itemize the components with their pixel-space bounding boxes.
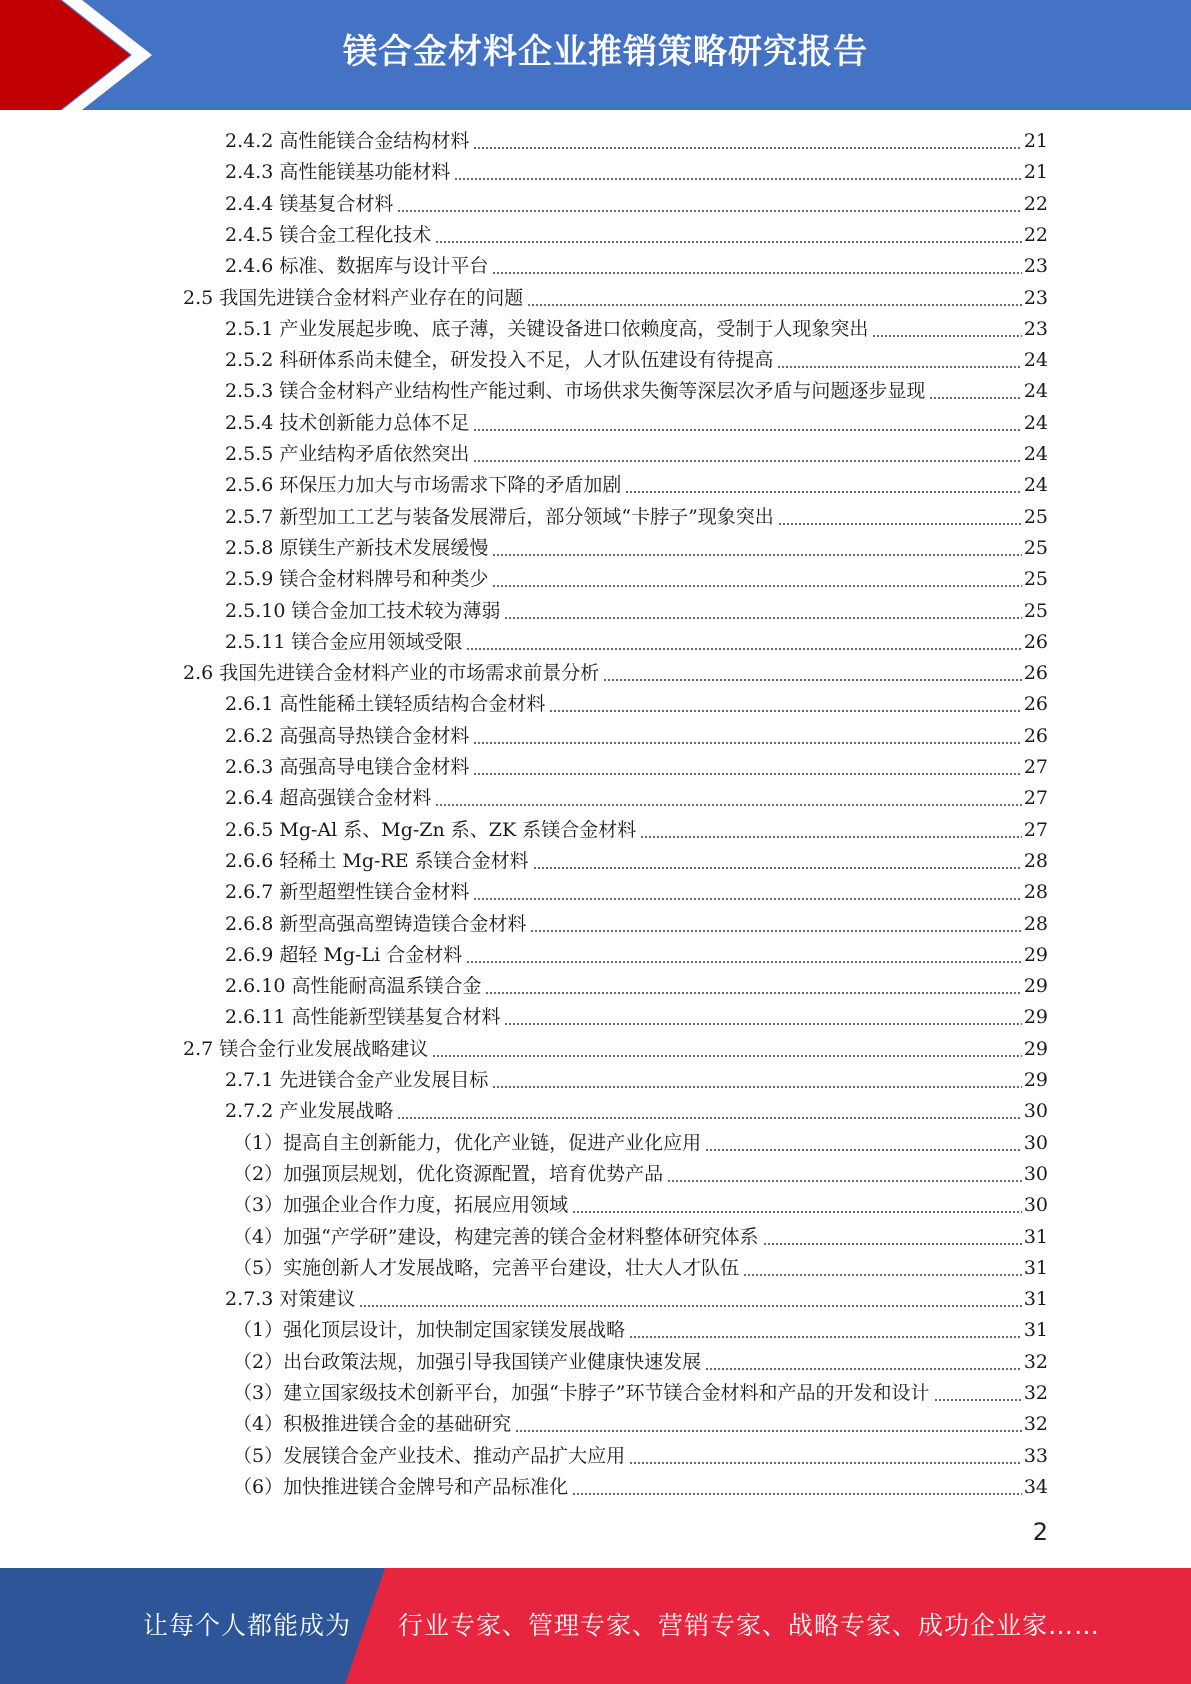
toc-dot-leader [454, 178, 1021, 180]
toc-dot-leader [466, 961, 1022, 963]
toc-entry-page: 23 [1023, 255, 1048, 278]
toc-dot-leader [872, 335, 1021, 337]
toc-dot-leader [473, 898, 1021, 900]
toc-entry[interactable] [233, 1472, 1048, 1503]
toc-entry-page: 30 [1023, 1100, 1048, 1123]
toc-entry-page: 29 [1023, 975, 1048, 998]
toc-dot-leader [473, 742, 1021, 744]
toc-entry[interactable] [183, 283, 1048, 314]
toc-entry-title: 2.5.3 镁合金材料产业结构性产能过剩、市场供求失衡等深层次矛盾与问题逐步显现 [225, 380, 926, 403]
toc-entry-page: 27 [1023, 787, 1048, 810]
toc-dot-leader [466, 648, 1021, 650]
toc-dot-leader [473, 429, 1021, 431]
toc-entry-page: 26 [1023, 724, 1048, 747]
toc-entry-page: 22 [1023, 223, 1048, 246]
toc-entry-title: （1）强化顶层设计，加快制定国家镁发展战略 [233, 1319, 626, 1342]
toc-entry-page: 30 [1023, 1131, 1048, 1154]
toc-dot-leader [549, 710, 1021, 712]
toc-entry-page: 24 [1023, 474, 1048, 497]
toc-dot-leader [533, 867, 1022, 869]
toc-entry-title: （1）提高自主创新能力，优化产业链，促进产业化应用 [233, 1131, 702, 1154]
toc-entry-title: 2.7.3 对策建议 [225, 1288, 356, 1311]
page-number: 2 [1032, 1518, 1048, 1546]
toc-entry-page: 34 [1023, 1475, 1048, 1498]
report-title: 镁合金材料企业推销策略研究报告 [343, 32, 868, 72]
toc-dot-leader [397, 1117, 1021, 1119]
toc-entry-page: 27 [1023, 756, 1048, 778]
toc-entry-title: 2.6.4 超高强镁合金材料 [225, 787, 432, 810]
toc-entry-page: 21 [1023, 130, 1048, 152]
report-header [0, 0, 1191, 110]
toc-dot-leader [473, 147, 1021, 149]
toc-entry-title: 2.6.5 Mg-Al 系、Mg-Zn 系、ZK 系镁合金材料 [225, 818, 637, 841]
toc-entry[interactable] [225, 1065, 1048, 1096]
toc-entry[interactable] [225, 126, 1048, 157]
toc-entry[interactable] [225, 533, 1048, 564]
toc-entry[interactable] [225, 721, 1048, 752]
toc-entry-title: 2.6 我国先进镁合金材料产业的市场需求前景分析 [183, 662, 600, 685]
toc-entry-title: 2.5.11 镁合金应用领域受限 [225, 630, 463, 653]
toc-entry-page: 25 [1023, 505, 1048, 528]
toc-entry-page: 24 [1023, 443, 1048, 465]
toc-entry-page: 24 [1023, 411, 1048, 434]
toc-entry-page: 29 [1023, 1037, 1048, 1060]
toc-entry[interactable] [233, 1409, 1048, 1440]
toc-entry-title: 2.4.6 标准、数据库与设计平台 [225, 255, 489, 278]
footer-slogan-right: 行业专家、管理专家、营销专家、战略专家、成功企业家…… [398, 1611, 1101, 1640]
toc-entry[interactable] [225, 376, 1048, 407]
toc-entry-page: 31 [1023, 1225, 1048, 1248]
toc-entry[interactable] [225, 1002, 1048, 1033]
toc-dot-leader [777, 366, 1021, 368]
toc-entry[interactable] [225, 189, 1048, 220]
toc-entry-page: 24 [1023, 349, 1048, 372]
toc-dot-leader [435, 241, 1021, 243]
toc-entry-page: 32 [1023, 1350, 1048, 1373]
toc-entry-title: （3）建立国家级技术创新平台，加强“卡脖子”环节镁合金材料和产品的开发和设计 [233, 1382, 930, 1404]
toc-entry-title: （2）加强顶层规划，优化资源配置，培育优势产品 [233, 1162, 664, 1185]
footer-slogan-left: 让每个人都能成为 [143, 1611, 352, 1640]
toc-entry-title: 2.6.2 高强高导热镁合金材料 [225, 724, 470, 747]
toc-entry[interactable] [225, 909, 1048, 940]
toc-dot-leader [705, 1149, 1022, 1151]
toc-entry[interactable] [233, 1441, 1048, 1472]
toc-dot-leader [778, 523, 1022, 525]
toc-dot-leader [492, 585, 1021, 587]
toc-entry-title: 2.7 镁合金行业发展战略建议 [183, 1037, 429, 1060]
toc-entry[interactable] [225, 220, 1048, 251]
toc-dot-leader [492, 272, 1021, 274]
toc-entry-title: 2.6.10 高性能耐高温系镁合金 [225, 975, 482, 998]
toc-entry-page: 21 [1023, 161, 1048, 184]
toc-dot-leader [743, 1274, 1022, 1276]
toc-dot-leader [504, 1023, 1021, 1025]
toc-entry-page: 29 [1023, 1069, 1048, 1091]
toc-dot-leader [485, 992, 1021, 994]
toc-entry-title: 2.4.4 镁基复合材料 [225, 192, 394, 215]
toc-entry-page: 30 [1023, 1162, 1048, 1185]
toc-dot-leader [629, 1462, 1022, 1464]
toc-entry-title: 2.5.4 技术创新能力总体不足 [225, 411, 470, 434]
toc-dot-leader [572, 1211, 1022, 1213]
toc-dot-leader [473, 460, 1021, 462]
toc-entry-title: 2.6.11 高性能新型镁基复合材料 [225, 1006, 501, 1029]
toc-dot-leader [667, 1180, 1022, 1182]
toc-entry-title: 2.6.1 高性能稀土镁轻质结构合金材料 [225, 693, 546, 716]
toc-dot-leader [530, 930, 1021, 932]
toc-entry-page: 28 [1023, 912, 1048, 935]
toc-entry-page: 33 [1023, 1444, 1048, 1467]
toc-entry-title: 2.6.8 新型高强高塑铸造镁合金材料 [225, 912, 527, 935]
toc-entry-title: 2.4.3 高性能镁基功能材料 [225, 161, 451, 184]
toc-entry-title: （6）加快推进镁合金牌号和产品标准化 [233, 1475, 569, 1498]
toc-entry[interactable] [183, 658, 1048, 689]
toc-dot-leader [705, 1368, 1022, 1370]
toc-entry[interactable] [233, 1159, 1048, 1190]
toc-entry[interactable] [225, 689, 1048, 720]
toc-dot-leader [934, 1399, 1022, 1401]
toc-dot-leader [629, 1336, 1022, 1338]
toc-dot-leader [640, 836, 1022, 838]
toc-entry-page: 28 [1023, 849, 1048, 872]
toc-dot-leader [603, 679, 1022, 681]
toc-entry[interactable] [225, 627, 1048, 658]
toc-entry[interactable] [225, 439, 1048, 470]
toc-entry-page: 24 [1023, 380, 1048, 403]
toc-dot-leader [435, 804, 1021, 806]
toc-entry-title: 2.5.5 产业结构矛盾依然突出 [225, 443, 470, 465]
toc-dot-leader [397, 210, 1021, 212]
toc-entry-page: 32 [1023, 1413, 1048, 1436]
toc-entry[interactable] [225, 251, 1048, 282]
toc-entry-page: 25 [1023, 568, 1048, 591]
toc-entry-page: 23 [1023, 317, 1048, 340]
toc-entry[interactable] [225, 783, 1048, 814]
toc-entry-page: 26 [1023, 693, 1048, 716]
toc-entry[interactable] [225, 877, 1048, 908]
toc-entry[interactable] [233, 1253, 1048, 1284]
toc-entry-title: 2.7.2 产业发展战略 [225, 1100, 394, 1123]
report-footer [0, 1568, 1191, 1684]
toc-entry-title: 2.5.7 新型加工工艺与装备发展滞后，部分领域“卡脖子”现象突出 [225, 505, 774, 528]
toc-entry[interactable] [225, 846, 1048, 877]
toc-entry-title: （2）出台政策法规，加强引导我国镁产业健康快速发展 [233, 1350, 702, 1373]
toc-entry-title: 2.6.6 轻稀土 Mg-RE 系镁合金材料 [225, 849, 529, 872]
toc-entry-page: 27 [1023, 818, 1048, 841]
toc-entry-title: （4）加强“产学研”建设，构建完善的镁合金材料整体研究体系 [233, 1225, 759, 1248]
toc-entry-title: （4）积极推进镁合金的基础研究 [233, 1413, 512, 1436]
toc-entry-page: 25 [1023, 599, 1048, 622]
toc-entry-page: 31 [1023, 1256, 1048, 1279]
toc-entry-title: （5）发展镁合金产业技术、推动产品扩大应用 [233, 1444, 626, 1467]
toc-entry-title: 2.5.8 原镁生产新技术发展缓慢 [225, 536, 489, 559]
toc-entry-title: 2.4.5 镁合金工程化技术 [225, 223, 432, 246]
toc-entry-title: 2.6.7 新型超塑性镁合金材料 [225, 881, 470, 904]
toc-entry[interactable] [225, 596, 1048, 627]
toc-entry[interactable] [233, 1222, 1048, 1253]
toc-entry-page: 28 [1023, 881, 1048, 904]
toc-entry[interactable] [225, 345, 1048, 376]
toc-entry-page: 30 [1023, 1194, 1048, 1217]
toc-entry[interactable] [225, 502, 1048, 533]
toc-entry[interactable] [225, 815, 1048, 846]
toc-entry[interactable] [233, 1347, 1048, 1378]
toc-dot-leader [432, 1055, 1022, 1057]
toc-dot-leader [625, 491, 1021, 493]
toc-dot-leader [492, 554, 1021, 556]
toc-entry-title: （5）实施创新人才发展战略，完善平台建设，壮大人才队伍 [233, 1256, 740, 1279]
toc-entry-page: 29 [1023, 1006, 1048, 1029]
toc-entry[interactable] [233, 1190, 1048, 1221]
toc-entry[interactable] [225, 408, 1048, 439]
toc-entry[interactable] [225, 1096, 1048, 1127]
toc-entry-page: 26 [1023, 662, 1048, 685]
toc-entry[interactable] [183, 1034, 1048, 1065]
toc-entry[interactable] [225, 971, 1048, 1002]
toc-entry-page: 22 [1023, 192, 1048, 215]
toc-entry[interactable] [225, 752, 1048, 783]
toc-entry[interactable] [233, 1128, 1048, 1159]
toc-dot-leader [929, 397, 1021, 399]
toc-entry[interactable] [225, 470, 1048, 501]
toc-entry[interactable] [225, 157, 1048, 188]
toc-dot-leader [473, 773, 1021, 775]
toc-dot-leader [527, 304, 1022, 306]
toc-dot-leader [359, 1305, 1021, 1307]
toc-entry-title: 2.5.10 镁合金加工技术较为薄弱 [225, 599, 501, 622]
toc-entry-title: 2.5.9 镁合金材料牌号和种类少 [225, 568, 489, 591]
toc-entry-title: 2.5 我国先进镁合金材料产业存在的问题 [183, 286, 524, 309]
toc-dot-leader [504, 617, 1021, 619]
toc-dot-leader [572, 1493, 1022, 1495]
toc-entry-title: 2.5.2 科研体系尚未健全，研发投入不足，人才队伍建设有待提高 [225, 349, 774, 372]
toc-entry-title: 2.5.1 产业发展起步晚、底子薄，关键设备进口依赖度高，受制于人现象突出 [225, 317, 869, 340]
toc-entry-title: 2.6.9 超轻 Mg-Li 合金材料 [225, 943, 463, 966]
toc-entry-title: 2.5.6 环保压力加大与市场需求下降的矛盾加剧 [225, 474, 622, 497]
toc-entry-title: 2.6.3 高强高导电镁合金材料 [225, 756, 470, 778]
toc-dot-leader [763, 1243, 1022, 1245]
toc-entry[interactable] [225, 940, 1048, 971]
toc-entry[interactable] [233, 1315, 1048, 1346]
toc-entry[interactable] [225, 1284, 1048, 1315]
toc-entry-page: 25 [1023, 536, 1048, 559]
toc-entry-title: 2.7.1 先进镁合金产业发展目标 [225, 1069, 489, 1091]
toc-entry[interactable] [233, 1378, 1048, 1409]
toc-entry-page: 23 [1023, 286, 1048, 309]
toc-entry[interactable] [225, 564, 1048, 595]
toc-entry-page: 32 [1023, 1382, 1048, 1404]
toc-entry-page: 31 [1023, 1288, 1048, 1311]
toc-entry-title: （3）加强企业合作力度，拓展应用领域 [233, 1194, 569, 1217]
toc-entry[interactable] [225, 314, 1048, 345]
toc-entry-title: 2.4.2 高性能镁合金结构材料 [225, 130, 470, 152]
toc-dot-leader [515, 1430, 1022, 1432]
toc-dot-leader [492, 1086, 1021, 1088]
toc-entry-page: 31 [1023, 1319, 1048, 1342]
toc-entry-page: 26 [1023, 630, 1048, 653]
toc-entry-page: 29 [1023, 943, 1048, 966]
